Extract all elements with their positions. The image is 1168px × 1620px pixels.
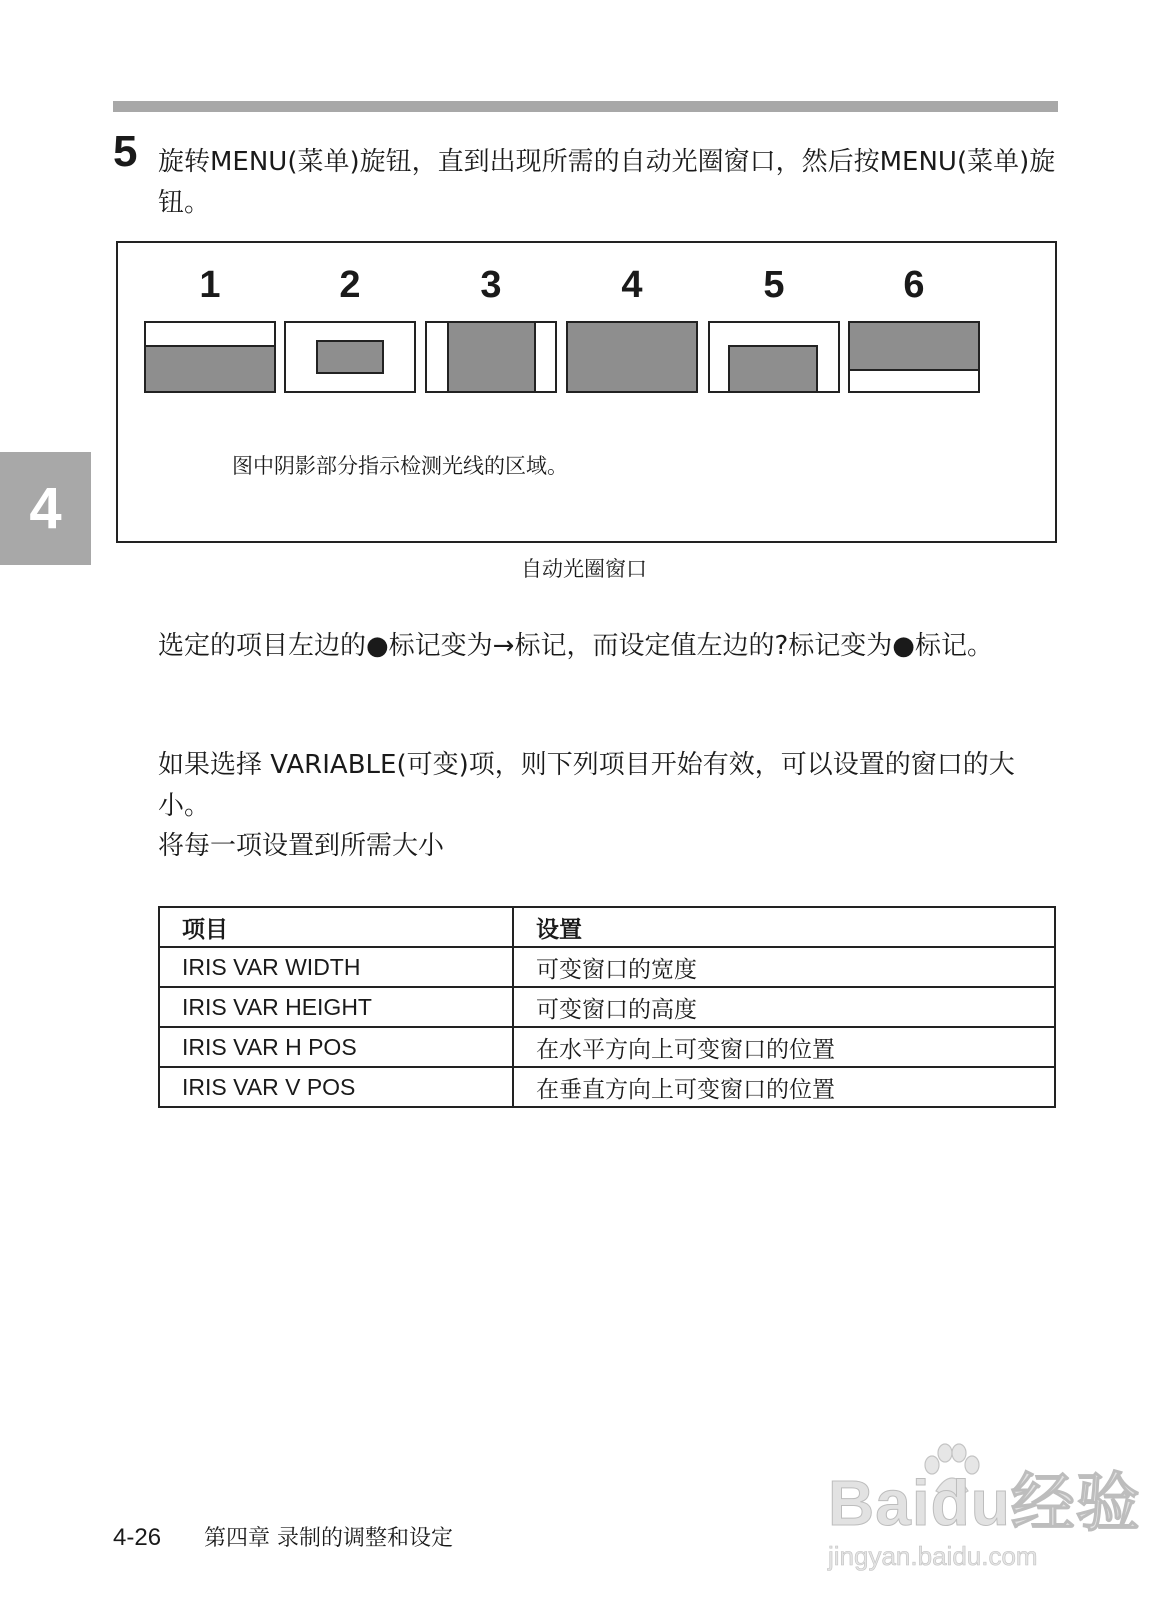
figure-caption: 自动光圈窗口 — [521, 557, 647, 581]
table-row — [159, 947, 1055, 987]
settings-table — [158, 906, 1056, 1108]
table-cell-setting: 可变窗口的高度 — [513, 987, 1055, 1027]
iris-window-5 — [708, 321, 840, 393]
table-header-item: 项目 — [159, 907, 513, 947]
iris-window-3-shade — [447, 321, 536, 393]
watermark-main: Baidu经验 — [828, 1467, 1141, 1539]
window-label-1: 1 — [199, 264, 221, 306]
table-cell-item: IRIS VAR HEIGHT — [159, 987, 513, 1027]
baidu-watermark — [828, 1441, 1141, 1591]
iris-window-3 — [425, 321, 557, 393]
iris-window-4 — [566, 321, 698, 393]
table-row — [159, 987, 1055, 1027]
window-label-4: 4 — [621, 264, 643, 306]
chapter-title: 第四章 录制的调整和设定 — [204, 1526, 453, 1551]
chapter-side-tab: 4 — [0, 452, 91, 565]
top-rule — [113, 101, 1058, 112]
paragraph-mark-change: 选定的项目左边的●标记变为→标记，而设定值左边的?标记变为●标记。 — [158, 631, 993, 661]
iris-window-6-shade — [848, 321, 980, 371]
table-header-row — [159, 907, 1055, 947]
iris-window-2 — [284, 321, 416, 393]
auto-iris-figure — [116, 241, 1057, 543]
window-label-2: 2 — [339, 264, 361, 306]
page-number: 4-26 — [113, 1524, 162, 1551]
figure-note: 图中阴影部分指示检测光线的区域。 — [232, 454, 568, 478]
paragraph-set-size: 将每一项设置到所需大小 — [158, 831, 445, 861]
table-cell-item: IRIS VAR WIDTH — [159, 947, 513, 987]
paragraph-variable: 如果选择 VARIABLE(可变)项，则下列项目开始有效，可以设置的窗口的大小。 — [158, 750, 1015, 821]
table-header-setting: 设置 — [513, 907, 1055, 947]
iris-window-6 — [848, 321, 980, 393]
table-cell-setting: 可变窗口的宽度 — [513, 947, 1055, 987]
table-cell-item: IRIS VAR H POS — [159, 1027, 513, 1067]
step-instruction: 旋转MENU(菜单)旋钮，直到出现所需的自动光圈窗口，然后按MENU(菜单)旋钮。 — [158, 147, 1056, 218]
iris-window-5-shade — [728, 345, 818, 393]
table-row — [159, 1067, 1055, 1107]
window-label-6: 6 — [903, 264, 925, 306]
table-cell-setting: 在水平方向上可变窗口的位置 — [513, 1027, 1055, 1067]
step-number: 5 — [113, 127, 138, 176]
table-row — [159, 1027, 1055, 1067]
table-cell-setting: 在垂直方向上可变窗口的位置 — [513, 1067, 1055, 1107]
iris-window-1-shade — [144, 345, 276, 393]
window-label-3: 3 — [480, 264, 502, 306]
iris-window-1 — [144, 321, 276, 393]
watermark-url: jingyan.baidu.com — [828, 1541, 1038, 1571]
window-label-5: 5 — [763, 264, 785, 306]
table-cell-item: IRIS VAR V POS — [159, 1067, 513, 1107]
iris-window-2-shade — [316, 340, 384, 374]
